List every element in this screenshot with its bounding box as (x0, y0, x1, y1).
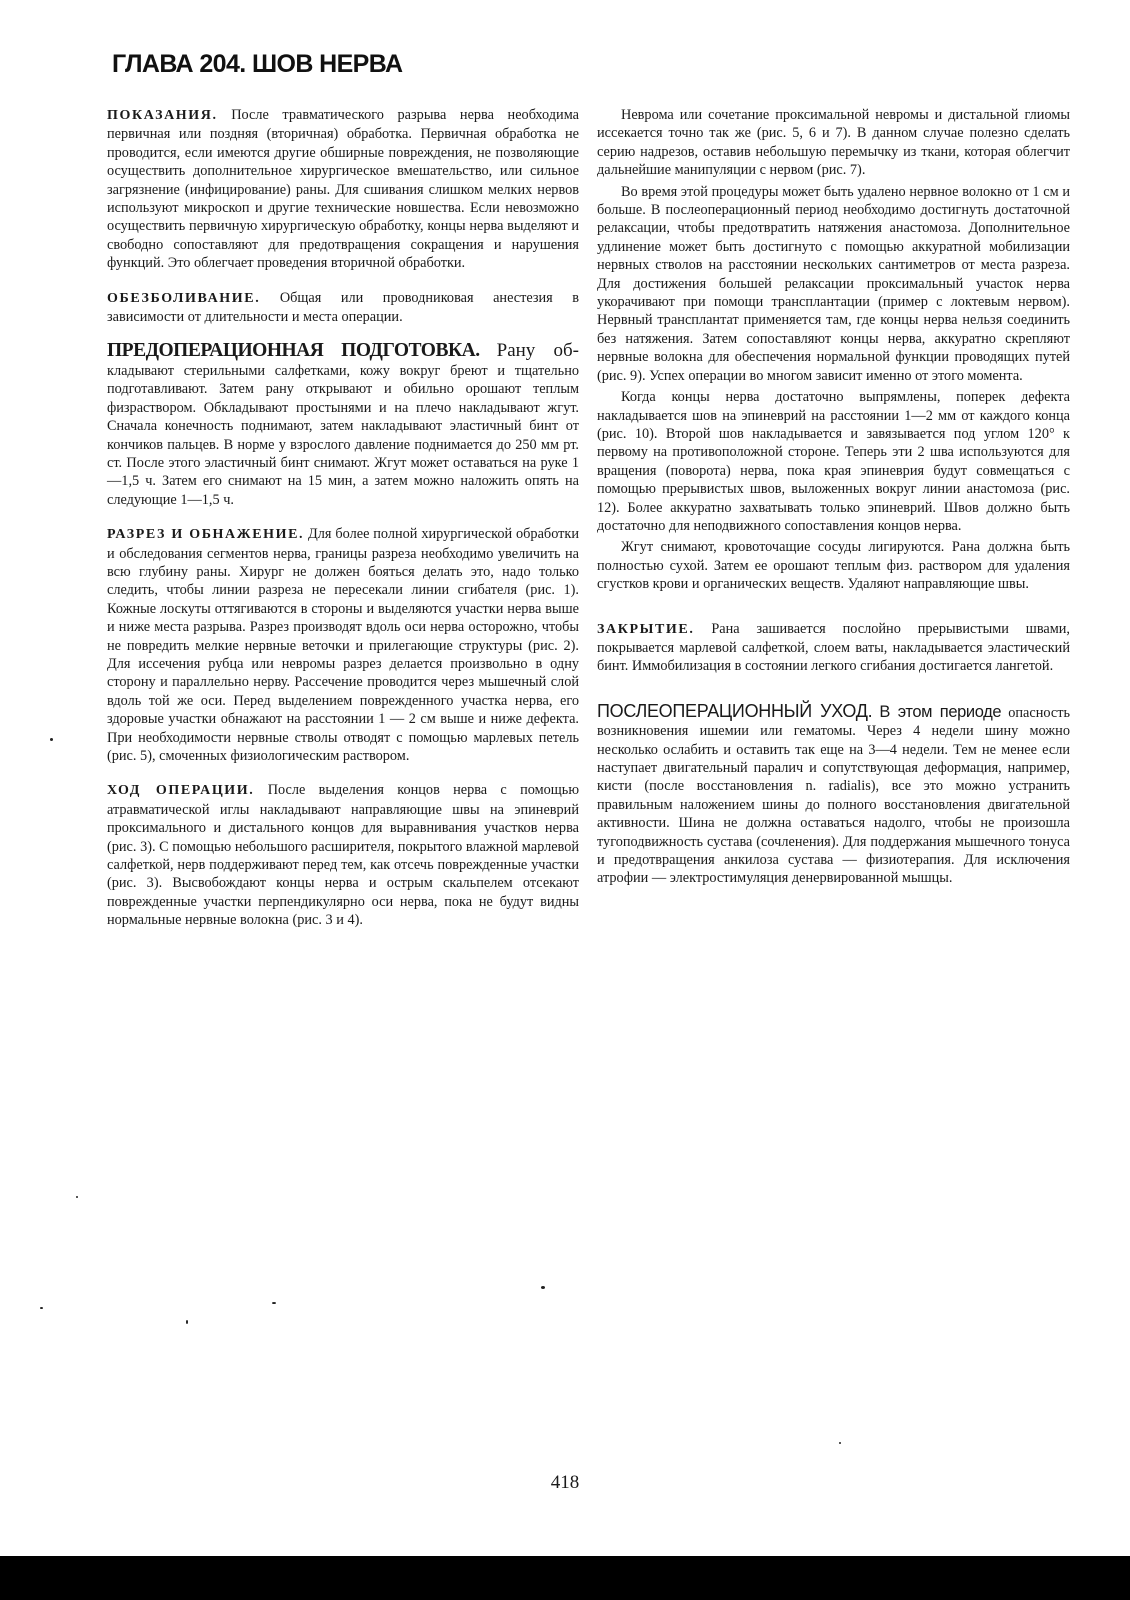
paragraph (107, 106, 579, 273)
heading-lead-text: В этом периоде (879, 702, 1002, 721)
scan-speck (50, 738, 53, 741)
section-preparation (107, 342, 579, 509)
paragraph-text: Общая или проводниковая анестезия в зависимости от длительности и места операции. (107, 289, 580, 326)
scan-border-bar (0, 1556, 1130, 1600)
paragraph-text: После травматического разрыва нерва необходима первичная или поздняя (вторичная) обработка. Первичная обработка не проводится, если имеются другие обширные повреждения, не позволяющие осуществить дополнительное хирургическое вмешательство, или сильное загрязнение (инфицирование) раны. Для сшивания слишком мелких нервов используют микроскоп и другие технические новшества. Если невозможно осуществить первичную хирургическую обработку, концы нерва выделяют и свободно сопоставляют для предотвращения сокращения и нарушения функций. Это облегчает проведения вторичной обработки. (107, 107, 579, 272)
paragraph (107, 781, 579, 929)
section-postop (597, 702, 1070, 888)
paragraph: Когда концы нерва достаточно выпрямлены, поперек дефекта накладывается шов на эпиневрий на расстоянии 1—2 мм от каждого конца (рис. 10). Второй шов накладывается и завязывается под углом 120° к первому на противоположной стороне. Теперь эти 2 шва используются для вращения (поворота) нерва, пока края эпиневрия будут совмещаться с помощью прерывистых швов, выложенных вокруг линии анастомоза (рис. 12). Более аккуратно захватывать только эпиневрий. Швов должно быть достаточно для неподвижного сопоставления концов нерва. (597, 389, 1070, 534)
scan-speck (76, 1196, 78, 1198)
section-anesthesia (107, 289, 579, 327)
scan-speck (40, 1307, 43, 1309)
paragraph (107, 289, 579, 327)
paragraph (107, 342, 579, 509)
section-heading: ОБЕЗБОЛИВАНИЕ. (107, 290, 261, 306)
paragraph-text: кладывают стерильными салфетками, кожу вокруг бреют и тщательно подготавливают. Затем рану открывают и обильно орошают теплым физраствором. Обкладывают простынями и на плечо накладывают жгут. Сначала конечность поднимают, затем накладывают эластичный бинт от кончиков пальцев. В норме у взрослого давление поднимается до 250 мм рт. ст. После этого эластичный бинт снимают. Жгут может оставаться на руке 1—1,5 ч. Затем его снимают на 15 мин, а затем можно наложить опять на следующие 1—1,5 ч. (107, 362, 579, 508)
section-procedure-continued (597, 106, 1070, 594)
paragraph-text: После выделения концов нерва с помощью атравматической иглы накладывают направляющие швы на эпиневрий проксимального и дистального концов для выравнивания участков нерва (рис. 3). С помощью небольшого расширителя, покрытого влажной марлевой салфеткой, нерв поддерживают перед тем, как отсечь поврежденные участки (рис. 3). Высвобождают концы нерва и острым скальпелем отсекают поврежденные участки перпендикулярно оси нерва, пока не будут видны нормальные нервные волокна (рис. 3 и 4). (107, 782, 579, 929)
paragraph-text: опасность возникновения ишемии или гематомы. Через 4 недели шину можно несколько ослабить и оставить так еще на 3—4 недели. Тем не менее если наступает двигательный паралич и сопутствующая деформация, например, кисти (после восстановления n. radialis), все это можно устранить правильным наложением шины до полного восстановления двигательной активности. Шина не должна оставаться надолго, чтобы не произошла тугоподвижность сустава (сочленения). Для поддержания мышечного тонуса и предотвращения анкилоза сустава — физиотерапия. Для исключения атрофии — электростимуляция денервированной мышцы. (597, 704, 1070, 887)
paragraph (597, 702, 1070, 888)
section-heading: ПРЕДОПЕРАЦИОННАЯ ПОДГОТОВКА. (107, 340, 480, 362)
section-heading: ЗАКРЫТИЕ. (597, 621, 695, 637)
right-column (597, 106, 1070, 904)
section-heading: ХОД ОПЕРАЦИИ. (107, 783, 255, 799)
paragraph (107, 525, 579, 765)
scan-speck (186, 1320, 188, 1324)
section-procedure (107, 781, 579, 929)
chapter-title: ГЛАВА 204. ШОВ НЕРВА (112, 50, 403, 78)
section-heading: ПОКАЗАНИЯ. (107, 108, 218, 123)
heading-lead-text: Рану об- (496, 340, 580, 362)
paragraph-text: Рана зашивается послойно прерывистыми швами, покрывается марлевой салфеткой, слоем ваты, накладывается эластический бинт. Иммобилизация в состоянии легкого сгибания достигается лангетой. (597, 620, 1071, 675)
paragraph (597, 620, 1070, 676)
section-closure (597, 620, 1070, 676)
scan-speck (541, 1286, 545, 1289)
paragraph: Жгут снимают, кровоточащие сосуды лигируются. Рана должна быть полностью сухой. Затем ее орошают теплым физ. раствором для удаления сгустков крови и органических веществ. Удаляют направляющие швы. (597, 539, 1070, 593)
section-indications (107, 106, 579, 273)
scan-speck (839, 1442, 841, 1444)
left-column (107, 106, 579, 946)
paragraph-text: Для более полной хирургической обработки и обследования сегментов нерва, границы разреза необходимо увеличить на всю глубину раны. Хирург не должен бояться делать это, надо только следить, чтобы линии разреза не пересекали линии сгибателя (рис. 1). Кожные лоскуты оттягиваются в стороны и выделяются участки нерва выше и ниже места разрыва. Разрез производят вдоль оси нерва осторожно, чтобы не повредить мелкие нервные веточки и прилегающие структуры (рис. 2). Для иссечения рубца или невромы разрез делается произвольно в одну сторону и параллельно нерву. Рассечение проводится через мышечный слой вдоль той же оси. Перед выделением поврежденного участка нерва, его здоровые участки обнажают на расстоянии 1 — 2 см выше и ниже дефекта. При необходимости нервные стволы отводят с помощью марлевых петель (рис. 5), смоченных физиологическим раствором. (107, 526, 579, 764)
scan-speck (272, 1302, 276, 1304)
section-heading: ПОСЛЕОПЕРАЦИОННЫЙ УХОД. (597, 700, 873, 721)
paragraph: Во время этой процедуры может быть удалено нервное волокно от 1 см и больше. В послеоперационный период необходимо достигнуть достаточной релаксации, чтобы предотвратить натяжения анастомоза. Дополнительное удлинение может быть достигнуто с помощью аккуратной мобилизации нервных стволов на расстоянии нескольких сантиметров от места разреза. Для достижения большей релаксации проксимальный участок нерва укорачивают при помощи трансплантации (пример с локтевым нервом). Нервный трансплантат применяется там, где концы нерва нельзя соединить без натяжения. Затем сопоставляют концы нерва, аккуратно скрепляют нервные волокна для обеспечения нормальной функции проводящих путей (рис. 9). Успех операции во многом зависит именно от этого момента. (597, 183, 1070, 384)
section-incision (107, 525, 579, 765)
paragraph: Неврома или сочетание проксимальной невромы и дистальной глиомы иссекается точно так же (рис. 5, 6 и 7). В данном случае полезно сделать серию надрезов, оставив небольшую перемычку из ткани, которая облегчит дальнейшие манипуляции с нервом (рис. 7). (597, 107, 1070, 179)
section-heading: РАЗРЕЗ И ОБНАЖЕНИЕ. (107, 527, 305, 543)
page-number: 418 (550, 1472, 580, 1493)
